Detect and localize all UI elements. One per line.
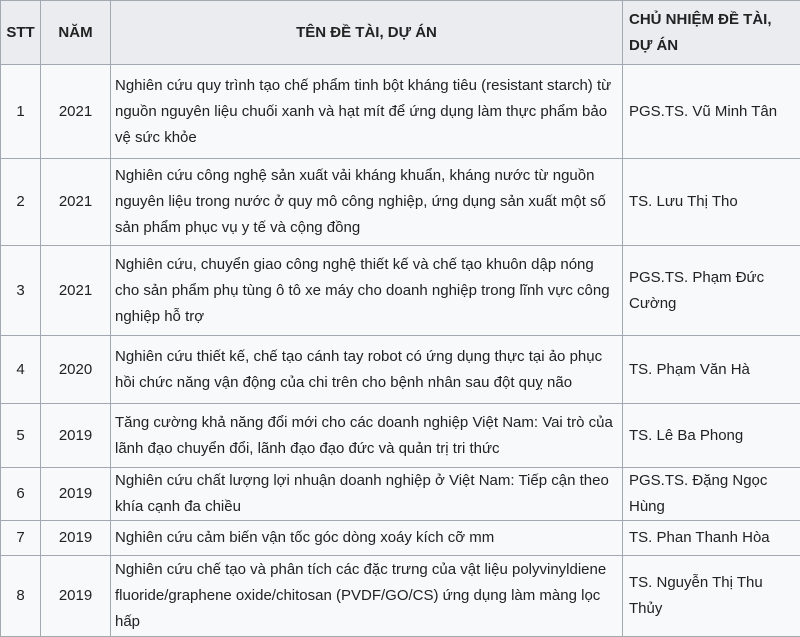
cell-lead: PGS.TS. Phạm Đức Cường <box>623 246 800 336</box>
cell-title: Nghiên cứu quy trình tạo chế phẩm tinh bột kháng tiêu (resistant starch) từ nguồn nguyên liệu chuối xanh và hạt mít để ứng dụng làm thực phẩm bảo vệ sức khỏe <box>111 65 623 159</box>
table-row <box>1 468 800 521</box>
cell-stt: 5 <box>1 404 41 468</box>
cell-title: Tăng cường khả năng đổi mới cho các doanh nghiệp Việt Nam: Vai trò của lãnh đạo chuyển đổi, lãnh đạo đạo đức và quản trị tri thức <box>111 404 623 468</box>
cell-title: Nghiên cứu công nghệ sản xuất vải kháng khuẩn, kháng nước từ nguồn nguyên liệu trong nước ở quy mô công nghiệp, ứng dụng sản xuất một số sản phẩm phục vụ y tế và cộng đồng <box>111 159 623 246</box>
cell-year: 2019 <box>41 468 111 521</box>
cell-lead: TS. Lưu Thị Tho <box>623 159 800 246</box>
table-row <box>1 556 800 637</box>
cell-year: 2021 <box>41 159 111 246</box>
cell-title: Nghiên cứu chế tạo và phân tích các đặc trưng của vật liệu polyvinyldiene fluoride/graphene oxide/chitosan (PVDF/GO/CS) ứng dụng làm màng lọc hấp <box>111 556 623 637</box>
cell-stt: 8 <box>1 556 41 637</box>
header-lead: CHỦ NHIỆM ĐỀ TÀI, DỰ ÁN <box>623 1 800 65</box>
table-row <box>1 404 800 468</box>
header-title: TÊN ĐỀ TÀI, DỰ ÁN <box>111 1 623 65</box>
cell-stt: 4 <box>1 336 41 404</box>
cell-year: 2019 <box>41 521 111 556</box>
cell-year: 2021 <box>41 246 111 336</box>
cell-stt: 6 <box>1 468 41 521</box>
cell-year: 2020 <box>41 336 111 404</box>
cell-lead: TS. Nguyễn Thị Thu Thủy <box>623 556 800 637</box>
cell-stt: 1 <box>1 65 41 159</box>
table-header-row <box>1 1 800 65</box>
cell-lead: PGS.TS. Vũ Minh Tân <box>623 65 800 159</box>
header-year: NĂM <box>41 1 111 65</box>
cell-title: Nghiên cứu thiết kế, chế tạo cánh tay robot có ứng dụng thực tại ảo phục hồi chức năng vận động của chi trên cho bệnh nhân sau đột quỵ não <box>111 336 623 404</box>
cell-year: 2019 <box>41 556 111 637</box>
table-row <box>1 336 800 404</box>
cell-lead: TS. Phan Thanh Hòa <box>623 521 800 556</box>
cell-lead: TS. Lê Ba Phong <box>623 404 800 468</box>
cell-year: 2019 <box>41 404 111 468</box>
table-row <box>1 65 800 159</box>
cell-title: Nghiên cứu chất lượng lợi nhuận doanh nghiệp ở Việt Nam: Tiếp cận theo khía cạnh đa chiều <box>111 468 623 521</box>
cell-lead: TS. Phạm Văn Hà <box>623 336 800 404</box>
cell-stt: 2 <box>1 159 41 246</box>
table-row <box>1 159 800 246</box>
table-row <box>1 521 800 556</box>
cell-lead: PGS.TS. Đặng Ngọc Hùng <box>623 468 800 521</box>
cell-stt: 3 <box>1 246 41 336</box>
cell-year: 2021 <box>41 65 111 159</box>
cell-title: Nghiên cứu cảm biến vận tốc góc dòng xoáy kích cỡ mm <box>111 521 623 556</box>
header-stt: STT <box>1 1 41 65</box>
cell-title: Nghiên cứu, chuyển giao công nghệ thiết kế và chế tạo khuôn dập nóng cho sản phẩm phụ tùng ô tô xe máy cho doanh nghiệp trong lĩnh vực công nghiệp hỗ trợ <box>111 246 623 336</box>
table-row <box>1 246 800 336</box>
cell-stt: 7 <box>1 521 41 556</box>
